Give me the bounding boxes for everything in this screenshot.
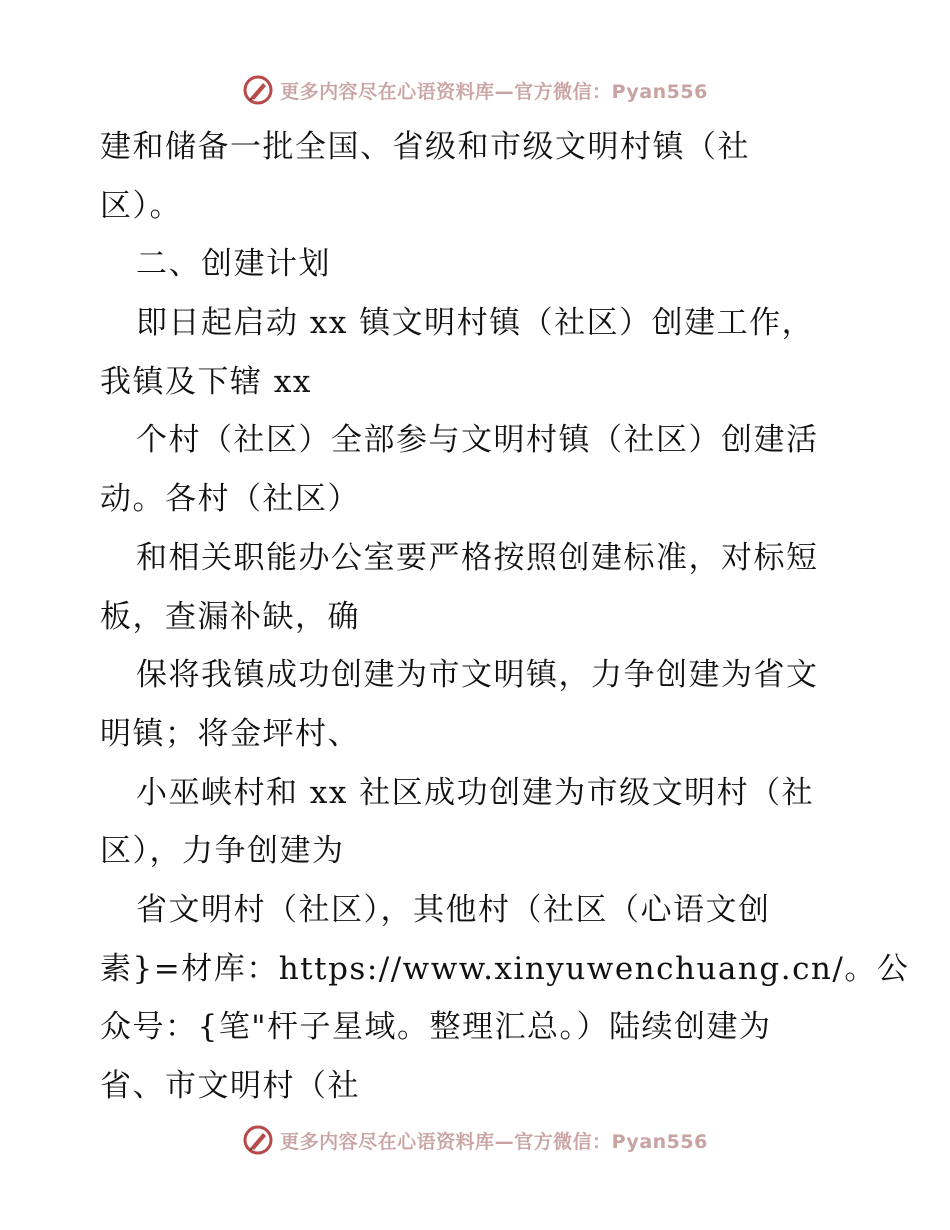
footer-watermark-banner [0,1122,950,1158]
body-line: 板，查漏补缺，确 [100,598,360,635]
body-line: 动。各村（社区） [100,481,360,518]
body-line: 区）。 [100,187,182,224]
body-line: 保将我镇成功创建为市文明镇，力争创建为省文 [136,657,819,694]
body-line: 和相关职能办公室要严格按照创建标准，对标短 [136,539,819,576]
body-line: 建和储备一批全国、省级和市级文明村镇（社 [100,129,750,165]
body-line: 即日起启动 xx 镇文明村镇（社区）创建工作， [136,305,815,342]
pen-logo-icon [242,1124,274,1156]
body-line: 素}=材库：https://www.xinyuwenchuang.cn/。公 [100,950,910,987]
body-line: 小巫峡村和 xx 社区成功创建为市级文明村（社 [136,774,815,811]
section-heading: 二、创建计划 [136,246,331,283]
footer-watermark-text: 更多内容尽在心语资料库—官方微信：Pyan556 [280,1130,708,1153]
body-line: 明镇；将金坪村、 [100,715,360,752]
body-line: 个村（社区）全部参与文明村镇（社区）创建活 [136,422,819,459]
body-line: 我镇及下辖 xx [100,363,312,400]
body-line: 省文明村（社区），其他村（社区（心语文创 [136,891,771,928]
body-line: 众号：{笔"杆子星域。整理汇总。）陆续创建为 [100,1009,772,1046]
header-watermark-banner [0,72,950,108]
header-watermark-text: 更多内容尽在心语资料库—官方微信：Pyan556 [280,80,708,103]
body-line: 省、市文明村（社 [100,1068,360,1104]
body-line: 区），力争创建为 [100,833,345,870]
document-body [100,118,910,1116]
pen-logo-icon [242,74,274,106]
